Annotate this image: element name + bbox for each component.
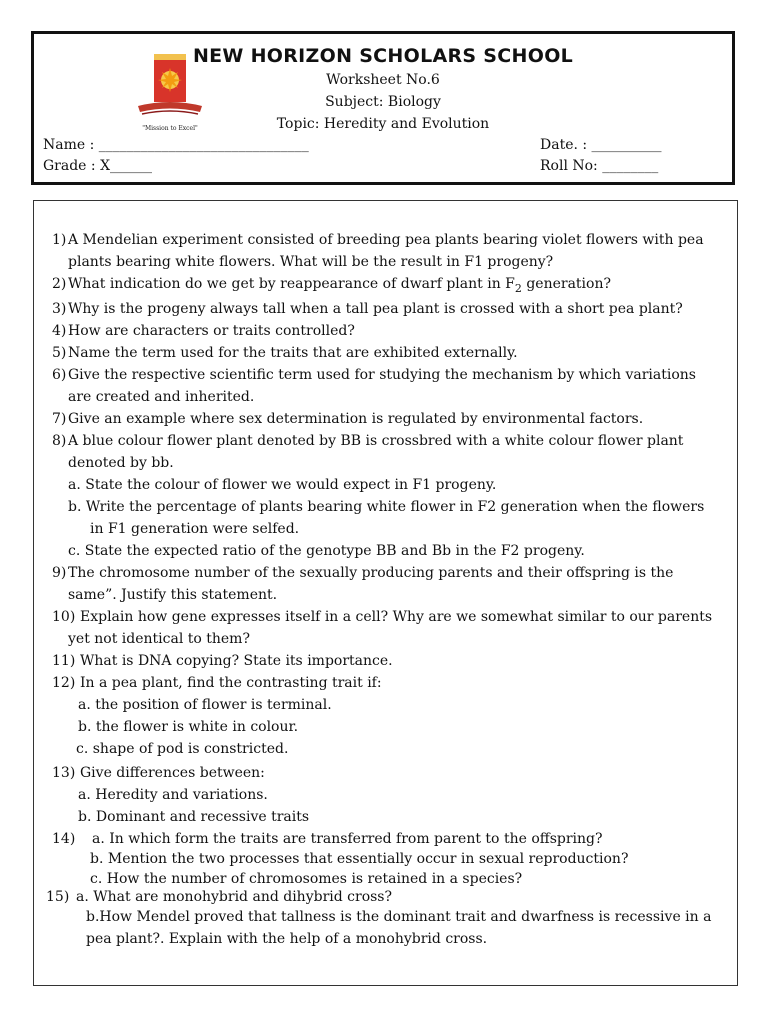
question-8-line-2: denoted by bb.: [68, 455, 174, 471]
header-box: [31, 31, 735, 185]
question-14-part-c: c. How the number of chromosomes is retained in a species?: [90, 871, 523, 887]
grade-field: Grade : X______: [43, 158, 153, 174]
date-field: Date. : __________: [540, 137, 662, 153]
question-8-part-c: c. State the expected ratio of the genotype BB and Bb in the F2 progeny.: [68, 543, 585, 559]
subject-line: Subject: Biology: [325, 94, 441, 110]
question-12-part-b: b. the flower is white in colour.: [78, 719, 299, 735]
topic-line: Topic: Heredity and Evolution: [276, 116, 490, 132]
question-15-part-b-line-2: pea plant?. Explain with the help of a monohybrid cross.: [86, 931, 488, 947]
question-1-line-2: plants bearing white flowers. What will be the result in F1 progeny?: [68, 254, 554, 270]
question-6-line-2: are created and inherited.: [68, 389, 255, 405]
question-8-part-a: a. State the colour of flower we would expect in F1 progeny.: [68, 477, 497, 493]
question-15-part-b: b.How Mendel proved that tallness is the dominant trait and dwarfness is recessive in a: [86, 909, 712, 925]
question-13-part-a: a. Heredity and variations.: [78, 787, 268, 803]
question-8-part-b: b. Write the percentage of plants bearing white flower in F2 generation when the flowers: [68, 499, 705, 515]
svg-text:"Mission to Excel": "Mission to Excel": [142, 125, 198, 132]
rollno-field: Roll No: ________: [540, 158, 659, 174]
question-10-line-2: yet not identical to them?: [68, 631, 250, 647]
question-14-part-b: b. Mention the two processes that essentially occur in sexual reproduction?: [90, 851, 629, 867]
school-name: NEW HORIZON SCHOLARS SCHOOL: [192, 45, 574, 67]
question-12-part-a: a. the position of flower is terminal.: [78, 697, 332, 713]
worksheet-number: Worksheet No.6: [326, 72, 440, 88]
question-12-part-c: c. shape of pod is constricted.: [76, 741, 289, 757]
question-13-part-b: b. Dominant and recessive traits: [78, 809, 310, 825]
question-9-line-2: same”. Justify this statement.: [68, 587, 278, 603]
question-8-part-b-line-2: in F1 generation were selfed.: [90, 521, 300, 537]
name-field: Name : ______________________________: [43, 137, 309, 153]
